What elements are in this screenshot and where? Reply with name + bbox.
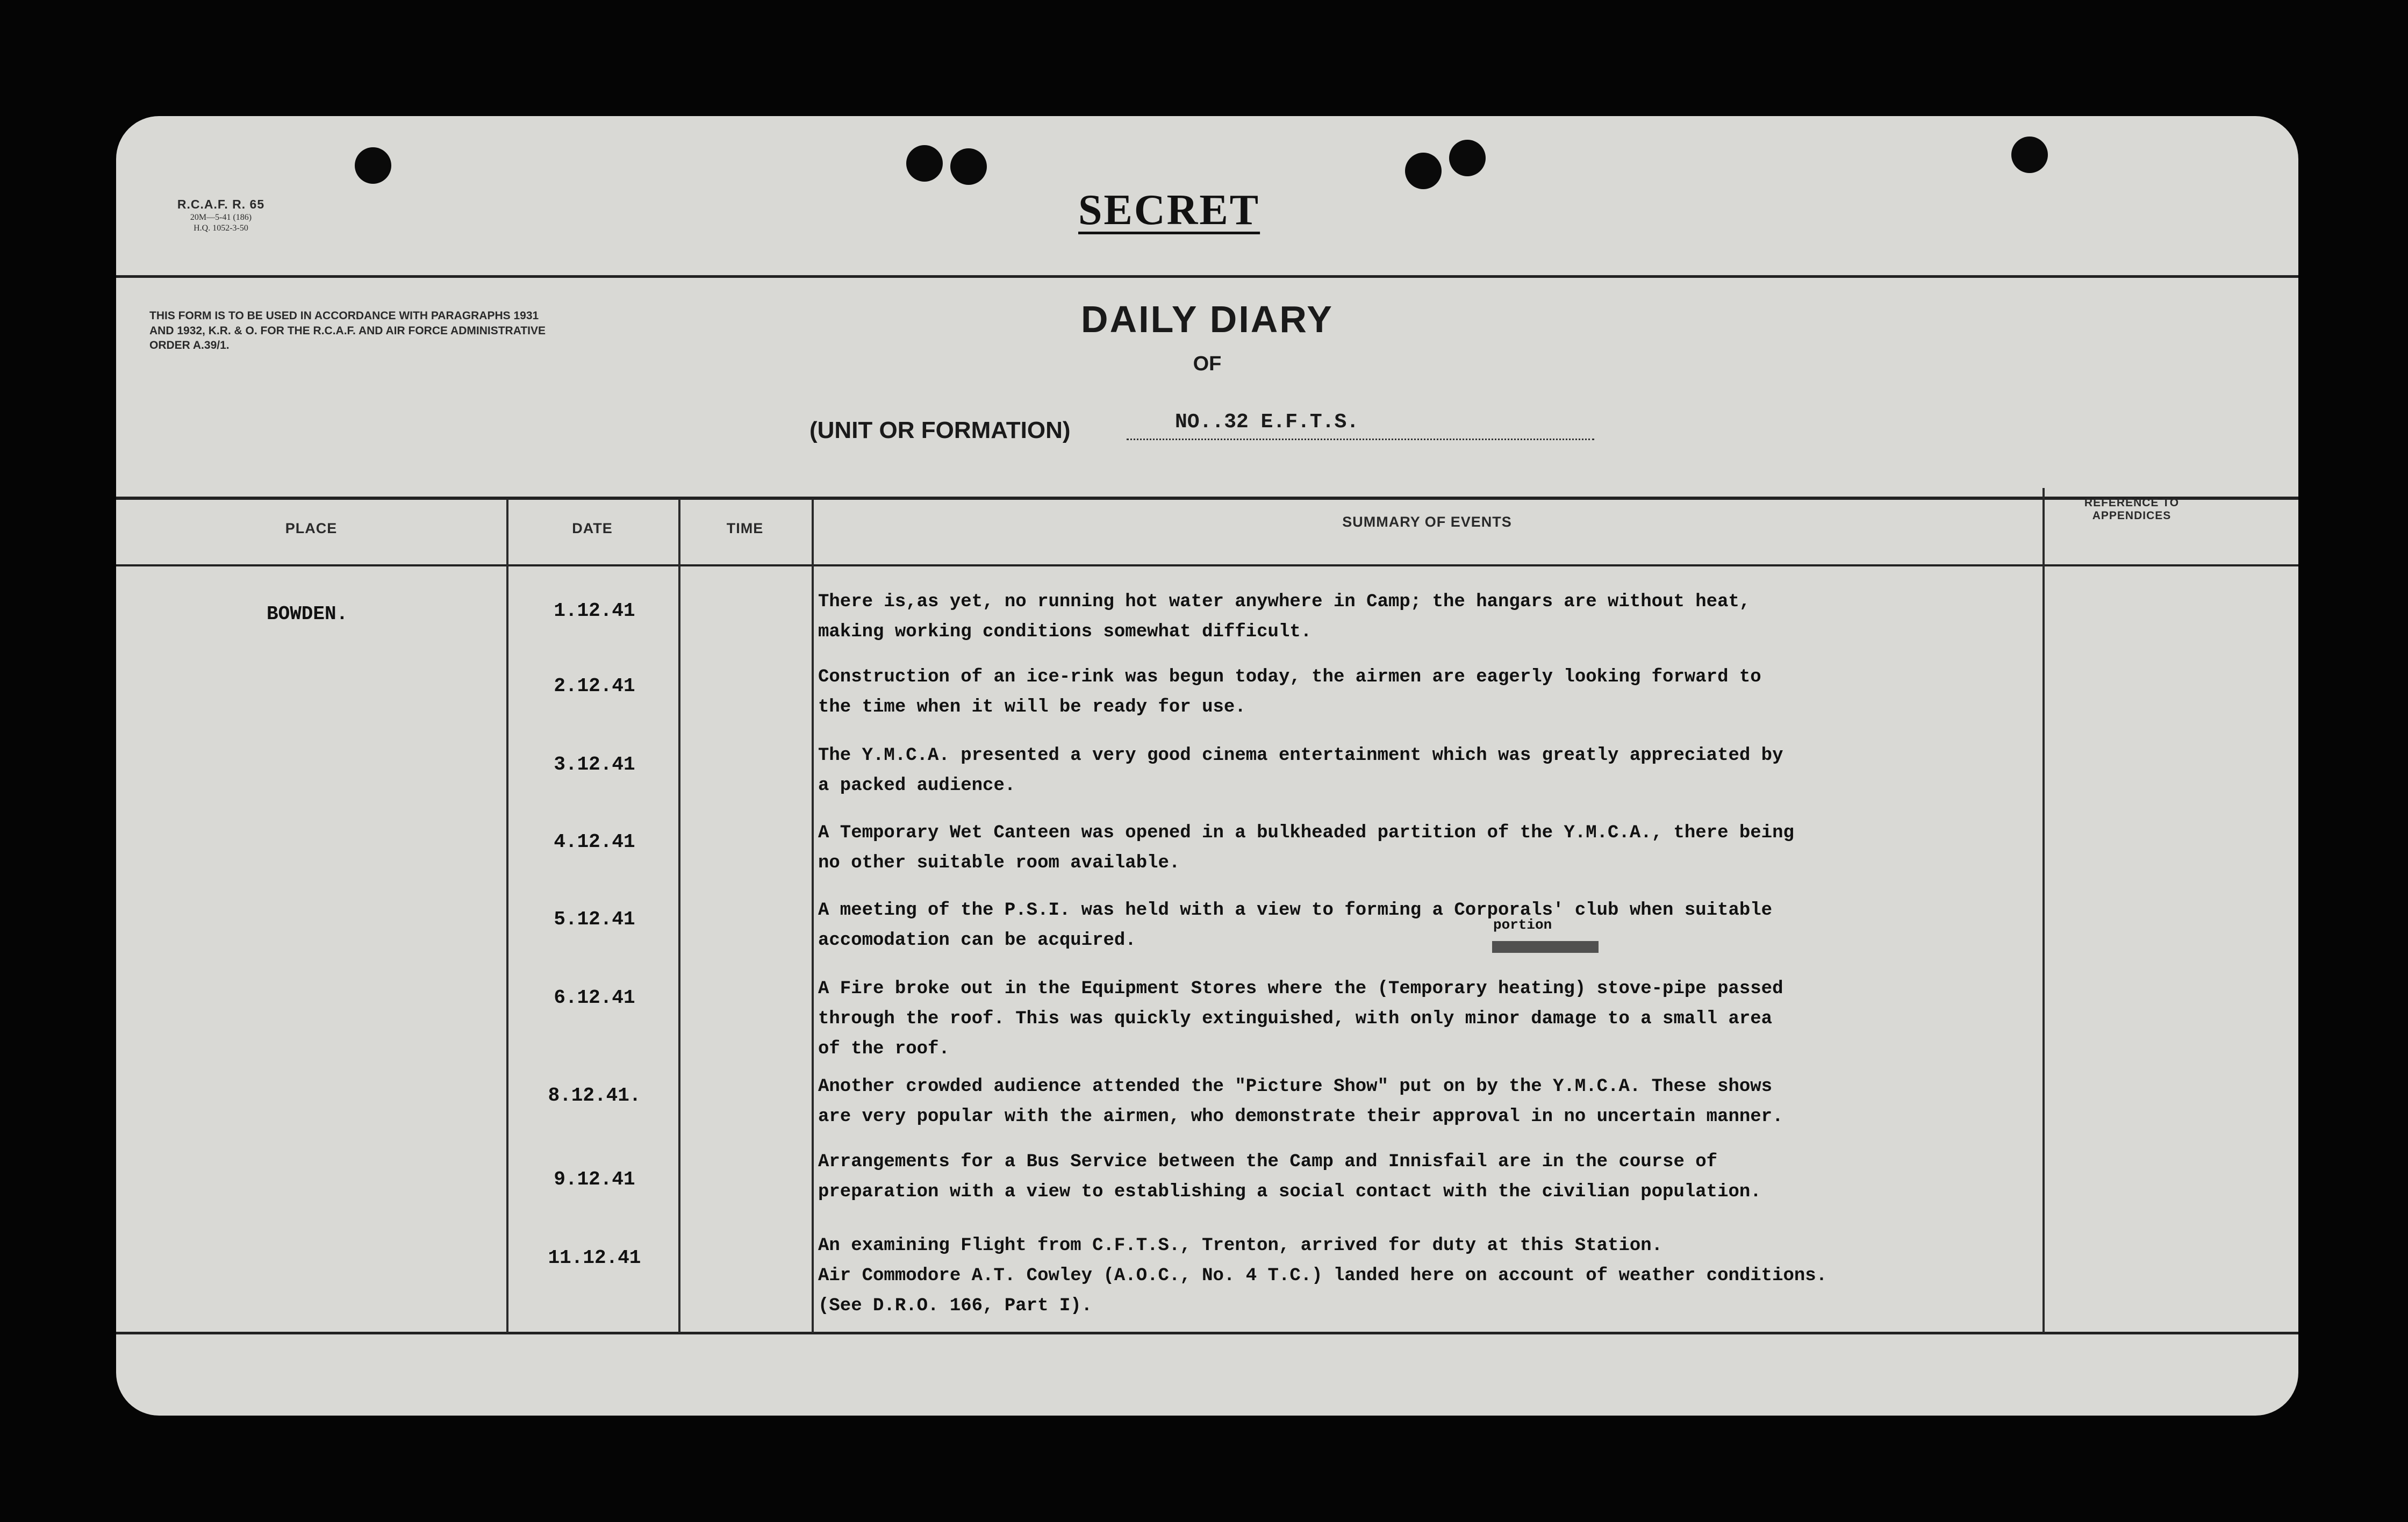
entry-summary: There is,as yet, no running hot water anywhere in Camp; the hangars are without heat, making working conditions somewhat difficult. xyxy=(818,592,1751,642)
unit-dotted-line xyxy=(1127,439,1594,440)
entry-summary: Construction of an ice-rink was begun today, the airmen are eagerly looking forward to the time when it will be ready for use. xyxy=(818,667,1761,717)
entry-date: 9.12.41 xyxy=(554,1168,635,1190)
entry-summary: Another crowded audience attended the "Picture Show" put on by the Y.M.C.A. These shows are very popular with the airmen, who demonstrate their approval in no uncertain manner. xyxy=(818,1076,1783,1127)
entry-date: 1.12.41 xyxy=(554,600,635,622)
header-date: DATE xyxy=(572,520,613,536)
header-time: TIME xyxy=(726,520,764,536)
print-line: H.Q. 1052-3-50 xyxy=(194,223,248,233)
punch-hole xyxy=(1449,140,1486,176)
table-bottom-rule xyxy=(116,1332,2298,1334)
entry-summary: The Y.M.C.A. presented a very good cinema entertainment which was greatly appreciated by a packed audience. xyxy=(818,745,1783,796)
punch-hole xyxy=(950,148,987,185)
column-divider xyxy=(678,499,680,1333)
handwritten-correction: portion xyxy=(1493,917,1552,933)
form-code xyxy=(154,197,288,234)
entry-summary: A Fire broke out in the Equipment Stores where the (Temporary heating) stove-pipe passed through the roof. This was quickly extinguished, with only minor damage to a small area of the roof. xyxy=(818,979,1783,1059)
print-line: 20M—5-41 (186) xyxy=(190,212,252,222)
strikethrough-mark xyxy=(1492,941,1599,953)
unit-label: (UNIT OR FORMATION) xyxy=(809,417,1071,443)
entry-date: 6.12.41 xyxy=(554,987,635,1009)
entry-date: 8.12.41. xyxy=(548,1085,641,1107)
entry-summary: A meeting of the P.S.I. was held with a view to forming a Corporals' club when suitable accomodation can be acquired. xyxy=(818,900,1773,951)
top-divider xyxy=(116,275,2298,278)
punch-hole xyxy=(906,145,943,182)
entry-date: 11.12.41 xyxy=(548,1247,641,1269)
entry-summary: An examining Flight from C.F.T.S., Trenton, arrived for duty at this Station. Air Commodore A.T. Cowley (A.O.C., No. 4 T.C.) landed here on account of weather conditions. (See D.R.O. 166, Part I). xyxy=(818,1236,1828,1316)
unit-value: NO..32 E.F.T.S. xyxy=(1175,411,1359,434)
diary-form-card xyxy=(116,116,2298,1416)
punch-hole xyxy=(355,147,391,184)
classification-heading: SECRET xyxy=(1078,186,1260,234)
entry-date: 4.12.41 xyxy=(554,831,635,853)
table-top-rule xyxy=(116,497,2298,500)
entry-summary: A Temporary Wet Canteen was opened in a bulkheaded partition of the Y.M.C.A., there being no other suitable room available. xyxy=(818,823,1794,873)
entry-summary: Arrangements for a Bus Service between the Camp and Innisfail are in the course of preparation with a view to establishing a social contact with the civilian population. xyxy=(818,1152,1761,1202)
punch-hole xyxy=(1405,153,1442,189)
header-reference: REFERENCE TO APPENDICES xyxy=(2084,497,2180,522)
entry-date: 3.12.41 xyxy=(554,753,635,776)
form-number: R.C.A.F. R. 65 xyxy=(177,197,265,211)
usage-notice: THIS FORM IS TO BE USED IN ACCORDANCE WITH PARAGRAPHS 1931 AND 1932, K.R. & O. FOR THE R.C.A.F. AND AIR FORCE ADMINISTRATIVE ORDER A.39/1. xyxy=(149,310,546,352)
place-value: BOWDEN. xyxy=(267,603,348,625)
entry-date: 5.12.41 xyxy=(554,908,635,930)
header-bottom-rule xyxy=(116,564,2298,566)
column-divider xyxy=(812,499,814,1333)
entry-date: 2.12.41 xyxy=(554,675,635,697)
header-place: PLACE xyxy=(285,520,338,536)
form-title: DAILY DIARY xyxy=(1081,298,1334,340)
punch-hole xyxy=(2011,137,2048,173)
header-summary: SUMMARY OF EVENTS xyxy=(1342,514,1512,530)
form-title-of: OF xyxy=(1193,353,1222,375)
column-divider xyxy=(506,499,508,1333)
